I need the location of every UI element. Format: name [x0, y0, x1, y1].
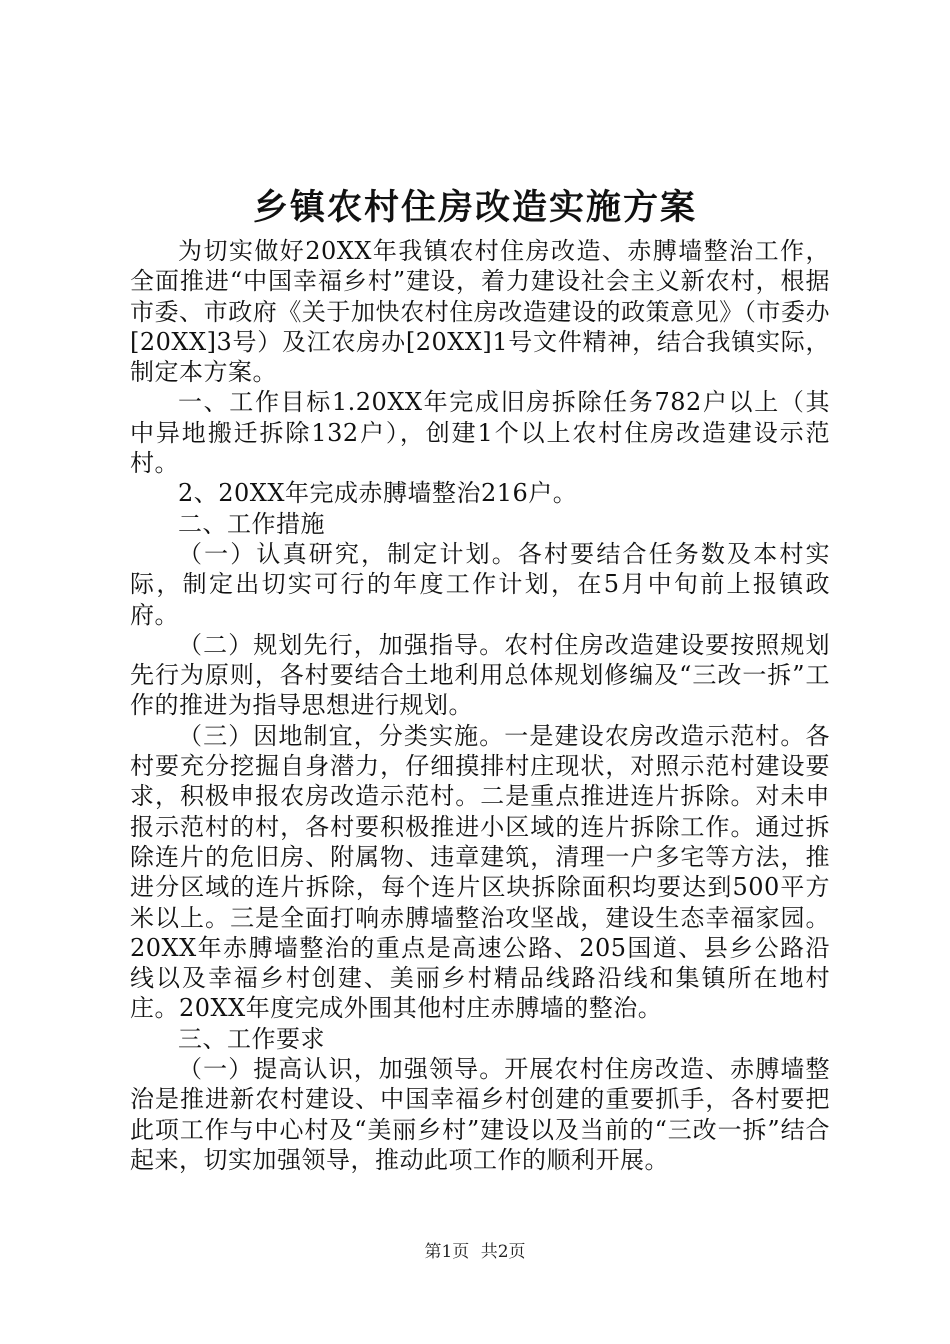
- paragraph-goal-1: 一、工作目标1.20XX年完成旧房拆除任务782户以上（其中异地搬迁拆除132户），创建1个以上农村住房改造建设示范村。: [130, 388, 830, 478]
- section-heading-measures: 二、工作措施: [178, 509, 325, 538]
- paragraph-measure-3: （三）因地制宜，分类实施。一是建设农房改造示范村。各村要充分挖掘自身潜力，仔细摸排村庄现状，对照示范村建设要求，积极申报农房改造示范村。二是重点推进连片拆除。对未申报示范村的村，各村要积极推进小区域的连片拆除工作。通过拆除连片的危旧房、附属物、违章建筑，清理一户多宅等方法，推进分区域的连片拆除，每个连片区块拆除面积均要达到500平方米以上。三是全面打响赤膊墙整治攻坚战，建设生态幸福家园。20XX年赤膊墙整治的重点是高速公路、205国道、县乡公路沿线以及幸福乡村创建、美丽乡村精品线路沿线和集镇所在地村庄。20XX年度完成外围其他村庄赤膊墙的整治。: [130, 721, 830, 1023]
- page-footer: [0, 1240, 950, 1264]
- page-total: 共2页: [480, 1242, 526, 1262]
- paragraph-requirement-1: （一）提高认识，加强领导。开展农村住房改造、赤膊墙整治是推进新农村建设、中国幸福乡村创建的重要抓手，各村要把此项工作与中心村及“美丽乡村”建设以及当前的“三改一拆”结合起来，切实加强领导，推动此项工作的顺利开展。: [130, 1055, 830, 1174]
- paragraph-goal-2: 2、20XX年完成赤膊墙整治216户。: [178, 479, 578, 508]
- section-heading-requirements: 三、工作要求: [178, 1024, 325, 1053]
- paragraph-measure-2: （二）规划先行，加强指导。农村住房改造建设要按照规划先行为原则，各村要结合土地利用总体规划修编及“三改一拆”工作的推进为指导思想进行规划。: [130, 630, 830, 720]
- page-number: 第1页: [424, 1242, 470, 1262]
- document-title: 乡镇农村住房改造实施方案: [252, 187, 697, 228]
- paragraph-intro: 为切实做好20XX年我镇农村住房改造、赤膊墙整治工作，全面推进“中国幸福乡村”建设，着力建设社会主义新农村，根据市委、市政府《关于加快农村住房改造建设的政策意见》（市委办[20XX]3号）及江农房办[20XX]1号文件精神，结合我镇实际，制定本方案。: [130, 237, 830, 387]
- paragraph-measure-1: （一）认真研究，制定计划。各村要结合任务数及本村实际，制定出切实可行的年度工作计划，在5月中旬前上报镇政府。: [130, 539, 830, 629]
- document-body: [130, 236, 830, 1175]
